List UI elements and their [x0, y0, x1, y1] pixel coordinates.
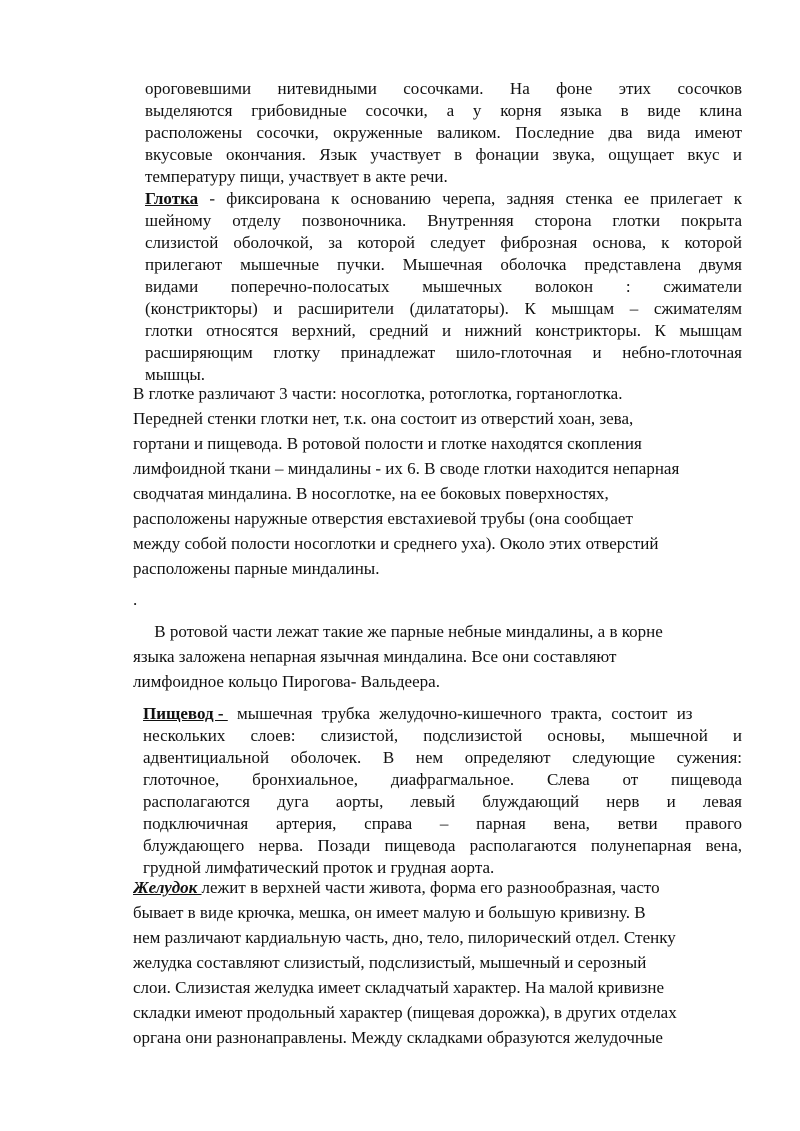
- text-line: выделяются грибовидные сосочки, а у корня языка в виде клина: [145, 101, 742, 120]
- text-line: подключичная артерия, справа – парная вена, ветви правого: [143, 814, 742, 833]
- text-line: гортани и пищевода. В ротовой полости и глотке находятся скопления: [133, 434, 642, 453]
- text-line: глоточное, бронхиальное, диафрагмальное. Слева от пищевода: [143, 770, 742, 789]
- paragraph-tongue: [145, 78, 742, 188]
- text-line: ороговевшими нитевидными сосочками. На фоне этих сосочков: [145, 79, 742, 98]
- paragraph-pharynx-parts: [133, 381, 743, 581]
- text-fragment: мышечная трубка желудочно-кишечного тракта, состоит из: [227, 704, 693, 723]
- text-line: расположены наружные отверстия евстахиевой трубы (она сообщает: [133, 509, 633, 528]
- text-line: глотки относятся верхний, средний и нижний констрикторы. К мышцам: [145, 321, 742, 340]
- stray-dot: .: [133, 590, 138, 609]
- term-pharynx: Глотка: [145, 189, 199, 208]
- text-line: расположены парные миндалины.: [133, 559, 380, 578]
- text-line: (констрикторы) и расширители (дилататоры). К мышцам – сжимателям: [145, 299, 742, 318]
- text-line: [143, 703, 742, 725]
- text-line: слизистой оболочкой, за которой следует фиброзная основа, к которой: [145, 233, 742, 252]
- text-fragment: лежит в верхней части живота, форма его разнообразная, часто: [201, 878, 660, 897]
- text-line: Передней стенки глотки нет, т.к. она состоит из отверстий хоан, зева,: [133, 409, 634, 428]
- text-line: температуру пищи, участвует в акте речи.: [145, 167, 448, 186]
- term-stomach: Желудок: [133, 878, 202, 897]
- paragraph-pharynx: [145, 188, 742, 386]
- text-line: вкусовые окончания. Язык участвует в фонации звука, ощущает вкус и: [145, 145, 742, 164]
- text-line: нескольких слоев: слизистой, подслизистой основы, мышечной и: [143, 726, 742, 745]
- text-line: бывает в виде крючка, мешка, он имеет малую и большую кривизну. В: [133, 903, 646, 922]
- text-line: [145, 188, 742, 210]
- text-line: блуждающего нерва. Позади пищевода располагаются полунепарная вена,: [143, 836, 742, 855]
- text-line: органа они разнонаправлены. Между складками образуются желудочные: [133, 1028, 663, 1047]
- paragraph-stomach: [133, 875, 743, 1050]
- text-line: желудка составляют слизистый, подслизистый, мышечный и серозный: [133, 953, 647, 972]
- text-line: слои. Слизистая желудка имеет складчатый характер. На малой кривизне: [133, 978, 665, 997]
- text-line: между собой полости носоглотки и среднего уха). Около этих отверстий: [133, 534, 659, 553]
- text-line: лимфоидное кольцо Пирогова- Вальдеера.: [133, 672, 440, 691]
- text-line: мышцы.: [145, 365, 206, 384]
- text-line: расширяющим глотку принадлежат шило-глоточная и небно-глоточная: [145, 343, 742, 362]
- text-line: складки имеют продольный характер (пищевая дорожка), в других отделах: [133, 1003, 677, 1022]
- text-line: сводчатая миндалина. В носоглотке, на ее боковых поверхностях,: [133, 484, 609, 503]
- term-esophagus: Пищевод -: [143, 704, 228, 723]
- text-line: грудной лимфатический проток и грудная аорта.: [143, 858, 495, 877]
- text-line: прилегают мышечные пучки. Мышечная оболочка представлена двумя: [145, 255, 742, 274]
- text-line: [133, 875, 743, 900]
- text-line: адвентициальной оболочек. В нем определяют следующие сужения:: [143, 748, 742, 767]
- text-line: шейному отделу позвоночника. Внутренняя сторона глотки покрыта: [145, 211, 742, 230]
- text-line: В ротовой части лежат такие же парные небные миндалины, а в корне: [133, 622, 663, 641]
- text-fragment: - фиксирована к основанию черепа, задняя стенка ее прилегает к: [198, 189, 742, 208]
- text-line: нем различают кардиальную часть, дно, тело, пилорический отдел. Стенку: [133, 928, 676, 947]
- text-line: языка заложена непарная язычная миндалина. Все они составляют: [133, 647, 617, 666]
- text-line: расположены сосочки, окруженные валиком. Последние два вида имеют: [145, 123, 742, 142]
- paragraph-esophagus: [143, 703, 742, 879]
- text-line: располагаются дуга аорты, левый блуждающий нерв и левая: [143, 792, 742, 811]
- text-line: В глотке различают 3 части: носоглотка, ротоглотка, гортаноглотка.: [133, 384, 623, 403]
- text-line: лимфоидной ткани – миндалины - их 6. В своде глотки находится непарная: [133, 459, 680, 478]
- paragraph-lymphoid-ring: [133, 619, 743, 694]
- text-line: видами поперечно-полосатых мышечных волокон : сжиматели: [145, 277, 742, 296]
